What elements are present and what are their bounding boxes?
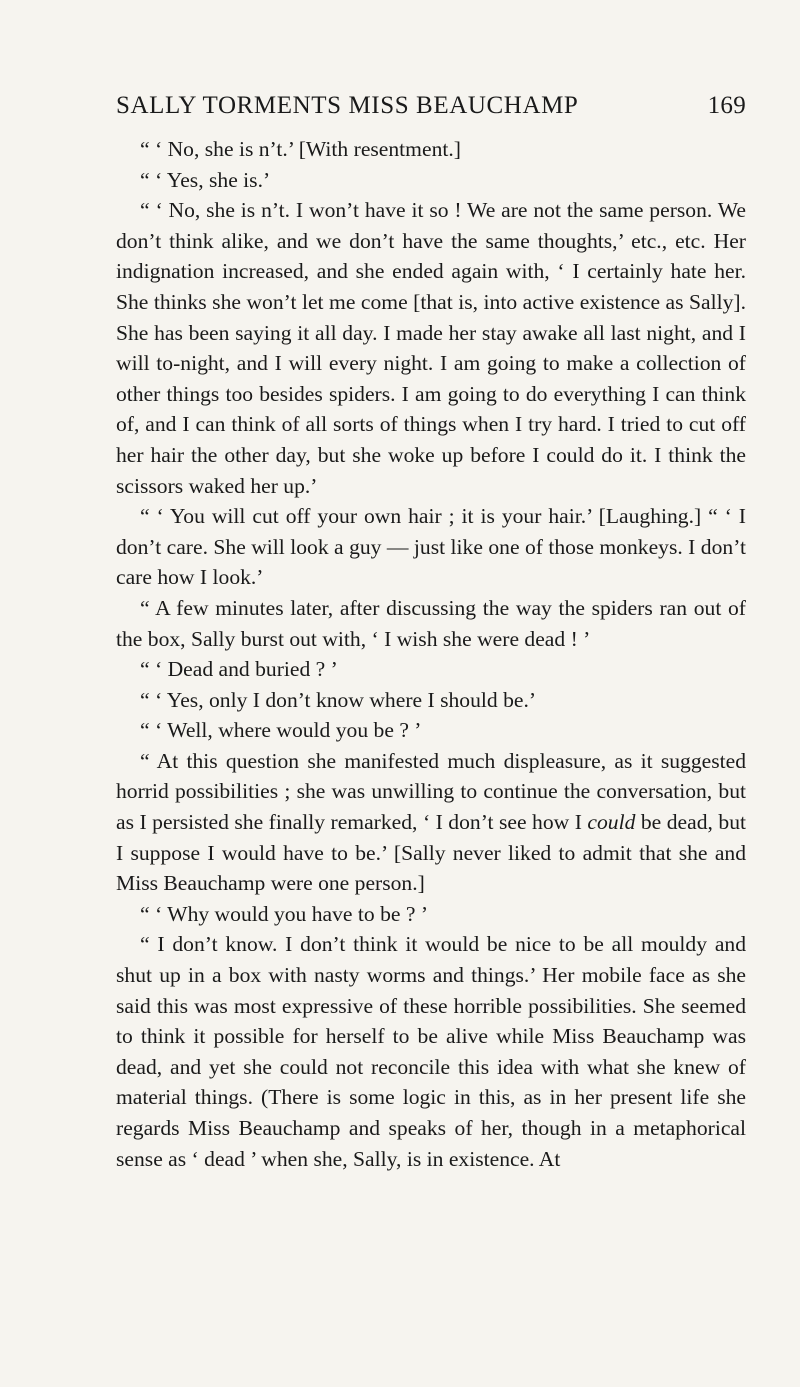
page-number: 169 [707, 92, 746, 119]
body-text [116, 134, 746, 1174]
running-head [116, 92, 746, 128]
running-title: SALLY TORMENTS MISS BEAUCHAMP [116, 92, 579, 119]
paragraph-9 [116, 746, 746, 899]
paragraph-6: “ ‘ Dead and buried ? ’ [140, 657, 338, 682]
paragraph-10: “ ‘ Why would you have to be ? ’ [140, 901, 429, 926]
paragraph-11: “ I don’t know. I don’t think it would be nice to be all mouldy and shut up in a box with nasty worms and things.’ Her mobile face as she said this was most expressive of these horrible possibilities. She seemed to think it possible for herself to be alive while Miss Beauchamp was dead, and yet she could not reconcile this idea with what she knew of material things. (There is some logic in this, as in her present life she regards Miss Beauchamp and speaks of her, though in a metaphorical sense as ‘ dead ’ when she, Sally, is in existence. At [116, 932, 746, 1171]
paragraph-5: “ A few minutes later, after discussing the way the spiders ran out of the box, Sally burst out with, ‘ I wish she were dead ! ’ [116, 595, 746, 651]
paragraph-2: “ ‘ Yes, she is.’ [140, 167, 271, 192]
italic-word: could [587, 810, 636, 835]
paragraph-9-part-2: be dead, but I suppose I would have to be.’ [Sally never liked to admit that she and Miss Beauchamp were one person.] [116, 810, 746, 896]
paragraph-7: “ ‘ Yes, only I don’t know where I should be.’ [140, 687, 537, 712]
paragraph-9-part-1: “ At this question she manifested much displeasure, as it suggested horrid possibilities ; she was unwilling to continue the conversation, but as I persisted she finally remarked, ‘ I don’t see how I [116, 748, 746, 835]
paragraph-8: “ ‘ Well, where would you be ? ’ [140, 718, 422, 743]
paragraph-3: “ ‘ No, she is n’t. I won’t have it so ! We are not the same person. We don’t think alike, and we don’t have the same thoughts,’ etc., etc. Her indignation increased, and she ended again with, ‘ I certainly hate her. She thinks she won’t let me come [that is, into active existence as Sally]. She has been saying it all day. I made her stay awake all last night, and I will to-night, and I will every night. I am going to make a collection of other things too besides spiders. I am going to do everything I can think of, and I can think of all sorts of things when I try hard. I tried to cut off her hair the other day, but she woke up before I could do it. I think the scissors waked her up.’ [116, 198, 746, 498]
paragraph-4: “ ‘ You will cut off your own hair ; it is your hair.’ [Laughing.] “ ‘ I don’t care. She will look a guy — just like one of those monkeys. I don’t care how I look.’ [116, 504, 746, 590]
book-page [116, 92, 746, 1174]
paragraph-1: “ ‘ No, she is n’t.’ [With resentment.] [140, 137, 461, 161]
